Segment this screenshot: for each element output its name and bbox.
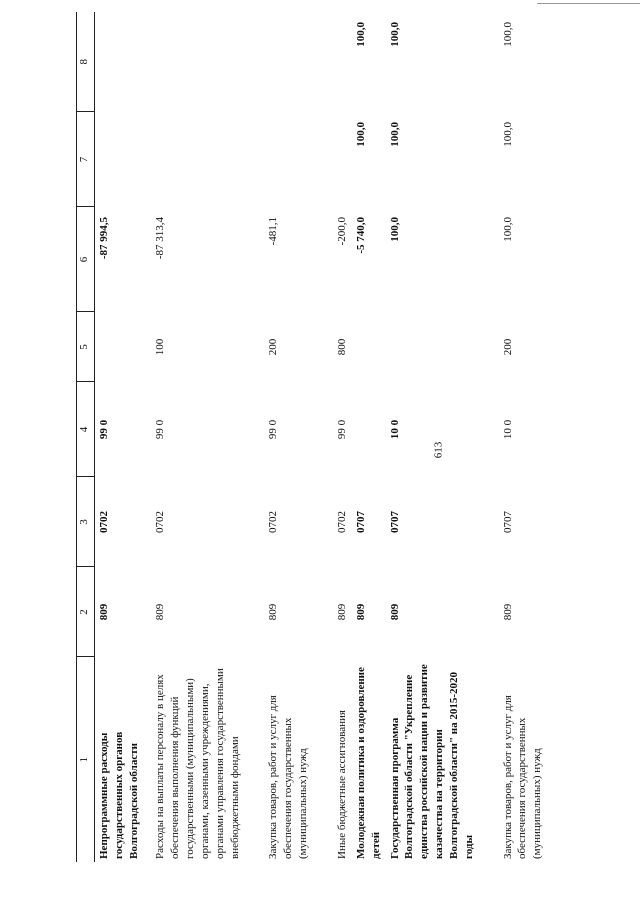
- cell-amount-2: [264, 112, 333, 207]
- column-header: 2: [77, 567, 95, 657]
- cell-amount-2: [333, 112, 352, 207]
- cell-section: 0707: [354, 511, 367, 533]
- cell-target: 10 0: [388, 419, 401, 440]
- cell-section: 0707: [388, 511, 401, 533]
- cell-amount-1: -87 313,4: [154, 217, 167, 260]
- cell-amount-3: [94, 12, 151, 112]
- row-name: Закупка товаров, работ и услуг для обеспечения государственных (муниципальных) нужд: [501, 695, 544, 859]
- column-header: 5: [77, 312, 95, 382]
- column-header: 1: [77, 657, 95, 862]
- cell-ministry: 809: [267, 603, 280, 621]
- row-name: Государственная программа Волгоградской области "Укрепление единства российской нации и развитие казачества на территории Волгоградской области" на 2015-2020 годы: [388, 664, 475, 859]
- cell-target: 10 0: [501, 419, 514, 440]
- table-row: [499, 12, 548, 862]
- cell-target: 99 0: [335, 419, 348, 440]
- cell-section: 0702: [267, 511, 280, 533]
- cell-amount-2: 100,0: [388, 122, 401, 147]
- rotated-table-container: [76, 12, 596, 862]
- cell-amount-1: 100,0: [388, 217, 401, 242]
- column-header: 4: [77, 382, 95, 477]
- cell-target: 99 0: [154, 419, 167, 440]
- cell-amount-3: 100,0: [388, 22, 401, 47]
- row-name: Иные бюджетные ассигнования: [335, 710, 348, 859]
- table-row: [333, 12, 352, 862]
- corner-rule: [537, 3, 640, 4]
- cell-section: 0707: [501, 511, 514, 533]
- cell-target: 99 0: [267, 419, 280, 440]
- column-header: 8: [77, 12, 95, 112]
- cell-section: 0702: [154, 511, 167, 533]
- cell-amount-3: [264, 12, 333, 112]
- cell-expense-type: 200: [267, 338, 280, 356]
- cell-amount-1: 100,0: [501, 217, 514, 242]
- column-header: 3: [77, 477, 95, 567]
- cell-ministry: 809: [97, 603, 110, 621]
- cell-amount-2: 100,0: [501, 122, 514, 147]
- cell-amount-1: -481,1: [267, 217, 280, 246]
- column-header: 6: [77, 207, 95, 312]
- cell-expense-type: [386, 312, 499, 382]
- cell-ministry: 809: [154, 603, 167, 621]
- row-name: Непрограммные расходы государственных органов Волгоградской области: [97, 731, 140, 859]
- table-row: [386, 12, 499, 862]
- cell-amount-2: [151, 112, 264, 207]
- cell-amount-3: [151, 12, 264, 112]
- cell-ministry: 809: [354, 603, 367, 621]
- cell-amount-1: -5 740,0: [354, 217, 367, 254]
- cell-target: [352, 382, 386, 477]
- table-row: [352, 12, 386, 862]
- cell-amount-1: -200,0: [335, 217, 348, 246]
- cell-expense-type: 800: [335, 338, 348, 356]
- row-name: Закупка товаров, работ и услуг для обеспечения государственных (муниципальных) нужд: [267, 695, 310, 859]
- table-row: [94, 12, 151, 862]
- cell-expense-type: 100: [154, 338, 167, 356]
- cell-target: 99 0: [97, 419, 110, 440]
- cell-amount-3: [333, 12, 352, 112]
- cell-amount-3: 100,0: [501, 22, 514, 47]
- cell-ministry: 809: [335, 603, 348, 621]
- table-row: [151, 12, 264, 862]
- cell-amount-2: [94, 112, 151, 207]
- page-number: 613: [432, 441, 445, 459]
- cell-expense-type: [352, 312, 386, 382]
- cell-amount-3: 100,0: [354, 22, 367, 47]
- column-header: 7: [77, 112, 95, 207]
- cell-expense-type: [94, 312, 151, 382]
- cell-ministry: 809: [501, 603, 514, 621]
- column-header-row: [77, 12, 95, 862]
- cell-amount-1: -87 994,5: [97, 217, 110, 260]
- cell-section: 0702: [97, 511, 110, 533]
- table-row: [264, 12, 333, 862]
- cell-ministry: 809: [388, 603, 401, 621]
- cell-section: 0702: [335, 511, 348, 533]
- row-name: Расходы на выплаты персоналу в целях обеспечения выполнения функций государственными (муниципальными) органами, казенными учреждениями, органами управления государственными внебюджетными фондами: [154, 668, 241, 859]
- cell-amount-2: 100,0: [354, 122, 367, 147]
- cell-expense-type: 200: [501, 338, 514, 356]
- budget-table: [76, 12, 547, 862]
- row-name: Молодежная политика и оздоровление детей: [354, 667, 382, 859]
